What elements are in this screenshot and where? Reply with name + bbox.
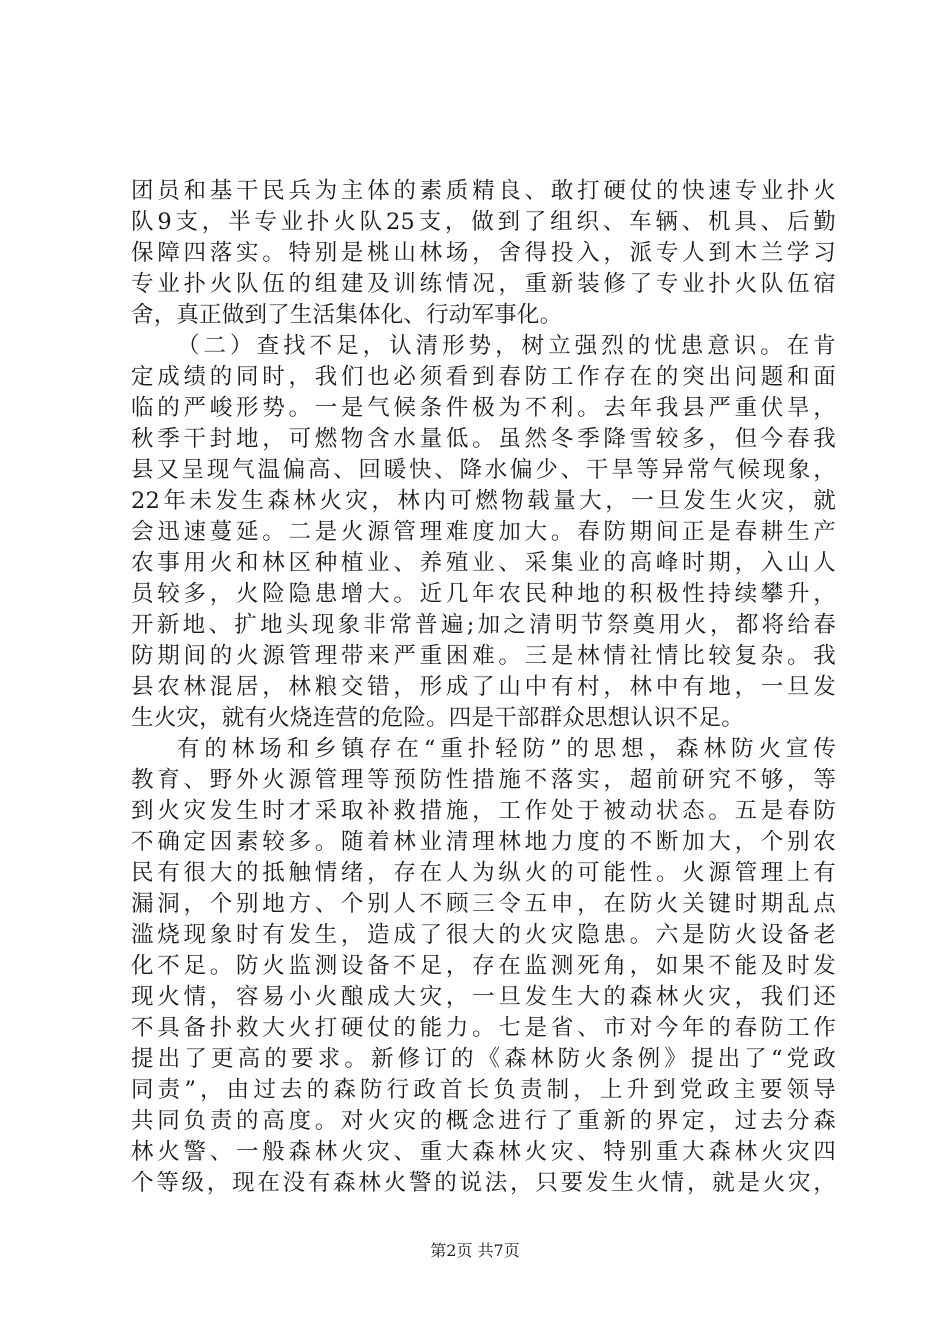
page-number: 第2页 共7页 — [430, 1241, 520, 1260]
text-line: 开新地、扩地头现象非常普遍;加之清明节祭奠用火，都将给春 — [131, 612, 836, 638]
text-line: 不确定因素较多。随着林业清理林地力度的不断加大，个别农 — [131, 829, 836, 855]
text-line: 化不足。防火监测设备不足，存在监测死角，如果不能及时发 — [131, 953, 836, 979]
text-line: 教育、野外火源管理等预防性措施不落实，超前研究不够，等 — [131, 767, 836, 793]
text-line: 民有很大的抵触情绪，存在人为纵火的可能性。火源管理上有 — [131, 860, 836, 886]
text-line: 同责”，由过去的森防行政首长负责制，上升到党政主要领导 — [131, 1077, 836, 1103]
text-line: 保障四落实。特别是桃山林场，舍得投入，派专人到木兰学习 — [131, 240, 836, 266]
text-line: 秋季干封地，可燃物含水量低。虽然冬季降雪较多，但今春我 — [131, 426, 836, 452]
text-line: 临的严峻形势。一是气候条件极为不利。去年我县严重伏旱， — [131, 395, 836, 421]
text-line: 林火警、一般森林火灾、重大森林火灾、特别重大森林火灾四 — [131, 1139, 836, 1165]
text-line: 到火灾发生时才采取补救措施，工作处于被动状态。五是春防 — [131, 798, 836, 824]
text-line: 舍，真正做到了生活集体化、行动军事化。 — [131, 302, 563, 328]
text-line: 防期间的火源管理带来严重困难。三是林情社情比较复杂。我 — [131, 643, 836, 669]
text-line: 农事用火和林区种植业、养殖业、采集业的高峰时期，入山人 — [131, 550, 836, 576]
text-line: 团员和基干民兵为主体的素质精良、敢打硬仗的快速专业扑火 — [131, 178, 836, 204]
text-line: 定成绩的同时，我们也必须看到春防工作存在的突出问题和面 — [131, 364, 836, 390]
text-line: 22年未发生森林火灾，林内可燃物载量大，一旦发生火灾，就 — [131, 488, 836, 514]
text-line: 漏洞，个别地方、个别人不顾三令五申，在防火关键时期乱点 — [131, 891, 836, 917]
text-line: 现火情，容易小火酿成大灾，一旦发生大的森林火灾，我们还 — [131, 984, 836, 1010]
document-body — [131, 176, 836, 1199]
paragraph-start-line: （二）查找不足，认清形势，树立强烈的忧患意识。在肯 — [177, 333, 836, 359]
page-footer — [0, 1241, 950, 1261]
text-line: 不具备扑救大火打硬仗的能力。七是省、市对今年的春防工作 — [131, 1015, 836, 1041]
text-line: 提出了更高的要求。新修订的《森林防火条例》提出了“党政 — [131, 1046, 836, 1072]
text-line: 个等级，现在没有森林火警的说法，只要发生火情，就是火灾， — [131, 1170, 836, 1196]
text-line: 滥烧现象时有发生，造成了很大的火灾隐患。六是防火设备老 — [131, 922, 836, 948]
text-line: 生火灾，就有火烧连营的危险。四是干部群众思想认识不足。 — [131, 705, 744, 731]
text-line: 县农林混居，林粮交错，形成了山中有村，林中有地，一旦发 — [131, 674, 836, 700]
text-line: 专业扑火队伍的组建及训练情况，重新装修了专业扑火队伍宿 — [131, 271, 836, 297]
text-line: 县又呈现气温偏高、回暖快、降水偏少、干旱等异常气候现象， — [131, 457, 836, 483]
text-line: 会迅速蔓延。二是火源管理难度加大。春防期间正是春耕生产 — [131, 519, 836, 545]
paragraph-start-line: 有的林场和乡镇存在“重扑轻防”的思想，森林防火宣传 — [177, 736, 836, 762]
text-line: 队9支，半专业扑火队25支，做到了组织、车辆、机具、后勤 — [131, 209, 836, 235]
text-line: 员较多，火险隐患增大。近几年农民种地的积极性持续攀升， — [131, 581, 836, 607]
text-line: 共同负责的高度。对火灾的概念进行了重新的界定，过去分森 — [131, 1108, 836, 1134]
